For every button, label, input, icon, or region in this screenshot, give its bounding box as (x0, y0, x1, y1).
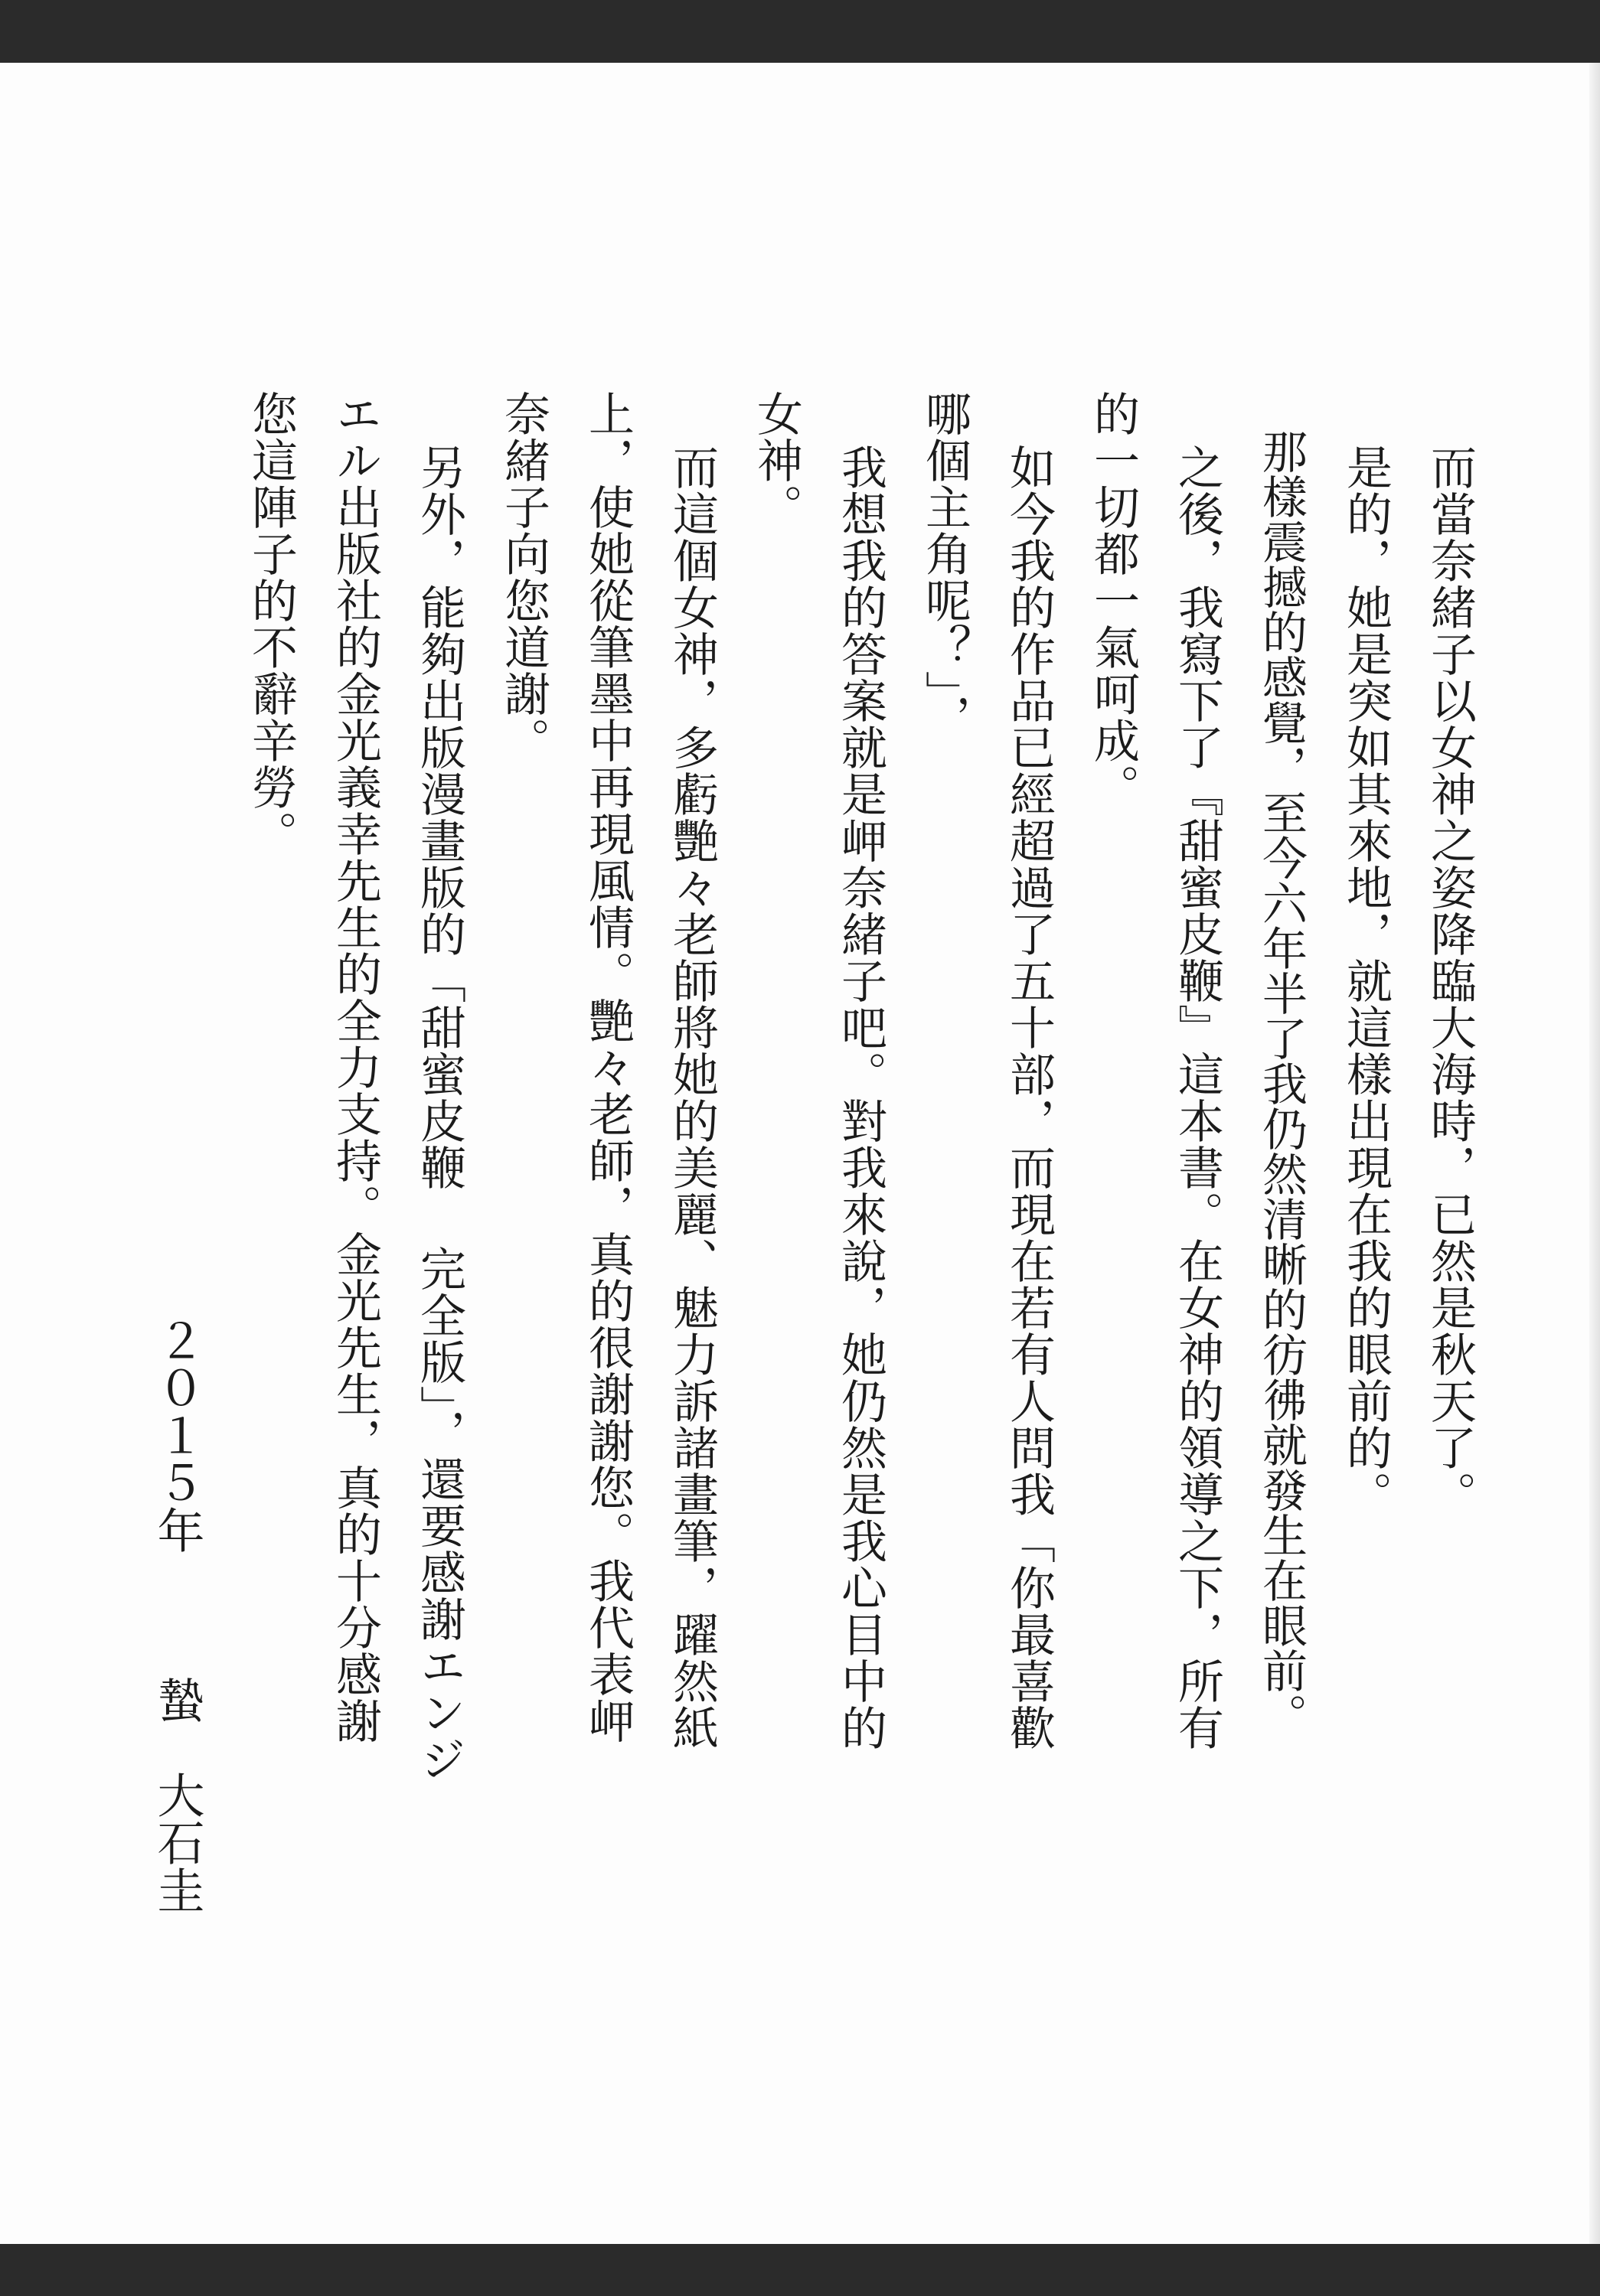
text-line-9: 女神。 (749, 390, 803, 530)
text-line-3: 那樣震撼的感覺，至今六年半了我仍然清晰的彷彿就發生在眼前。 (1255, 429, 1308, 1738)
text-line-12: 奈緒子向您道謝。 (497, 390, 550, 764)
text-line-4: 之後，我寫下了『甜蜜皮鞭』這本書。在女神的領導之下，所有 (1171, 444, 1224, 1751)
text-line-14: エル出版社的金光義幸先生的全力支持。金光先生，真的十分感謝 (328, 390, 382, 1744)
text-line-6: 如今我的作品已經超過了五十部，而現在若有人問我「你最喜歡 (1002, 444, 1056, 1751)
text-line-2: 是的，她是突如其來地，就這樣出現在我的眼前的。 (1339, 444, 1393, 1518)
text-line-10: 而這個女神，多虧艷々老師將她的美麗、魅力訴諸畫筆，躍然紙 (665, 444, 719, 1751)
text-line-8: 我想我的答案就是岬奈緒子吧。對我來說，她仍然是我心目中的 (834, 444, 887, 1751)
text-line-5: 的一切都一氣呵成。 (1086, 390, 1140, 810)
text-line-15: 您這陣子的不辭辛勞。 (244, 390, 298, 857)
right-scan-edge (1589, 63, 1600, 2244)
text-line-11: 上，使她從筆墨中再現風情。艷々老師，真的很謝謝您。我代表岬 (581, 390, 635, 1744)
signature-year: ２０１５年 (149, 1316, 205, 1554)
text-line-7: 哪個主角呢？」， (918, 390, 971, 741)
signature-author: 蟄 大石圭 (149, 1676, 205, 1913)
text-line-13: 另外，能夠出版漫畫版的「甜蜜皮鞭 完全版」，還要感謝エンジ (413, 444, 466, 1782)
top-scan-border (0, 0, 1600, 63)
text-line-1: 而當奈緒子以女神之姿降臨大海時，已然是秋天了。 (1423, 444, 1477, 1518)
bottom-scan-border (0, 2244, 1600, 2296)
